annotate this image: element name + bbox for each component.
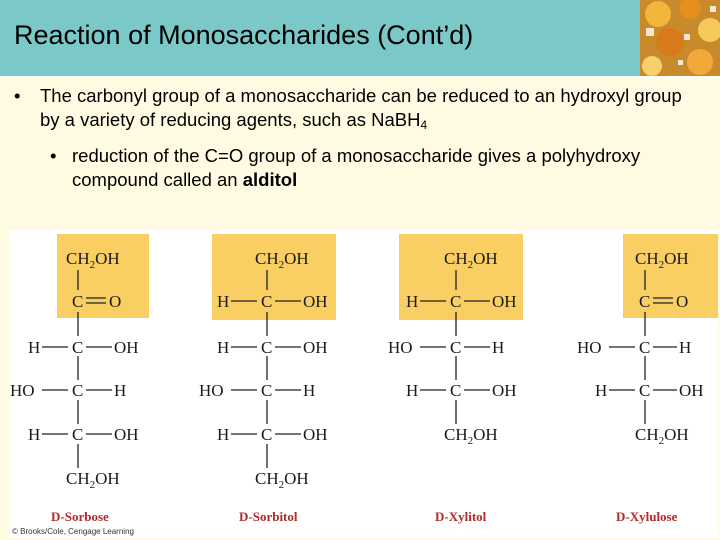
title-divider [0,76,720,78]
bullet-marker: • [14,85,21,106]
group-oh: OH [114,338,139,357]
formula-part: CH [635,425,659,444]
formula-part: CH [635,249,659,268]
bullet-text-main: The carbonyl group of a monosaccharide can be reduced to an hydroxyl group by a variety of reducing agents, such as NaBH [40,85,682,130]
alditol-term: alditol [242,169,298,190]
atom-c: C [72,425,84,444]
formula-part: 2 [89,259,96,271]
formula-part: CH [255,469,279,488]
atom-c: C [261,425,273,444]
formula-part: OH [95,249,120,268]
formula-part: OH [664,425,689,444]
group-ch2oh-bottom [635,425,689,447]
formula-part: OH [95,469,120,488]
atom-h: H [217,292,230,311]
atom-c: C [450,338,462,357]
group-ch2oh-bottom [66,469,120,491]
group-ho: HO [388,338,413,357]
atom-c: C [450,381,462,400]
formula-part: 2 [278,479,285,491]
formula-part: 2 [658,435,665,447]
atom-h: H [492,338,505,357]
bullet-level2 [50,144,690,192]
group-oh: OH [492,381,517,400]
compound-name-sorbose: D-Sorbose [51,509,109,524]
group-ho: HO [577,338,602,357]
atom-h: H [217,425,230,444]
group-ho: HO [10,381,35,400]
atom-c: C [261,338,273,357]
highlight-sorbose [57,234,149,318]
atom-c: C [261,292,273,311]
group-oh: OH [679,381,704,400]
atom-h: H [114,381,127,400]
formula-part: CH [255,249,279,268]
atom-c: C [639,381,651,400]
group-ch2oh-bottom [255,469,309,491]
atom-o: O [676,292,689,311]
compound-name-xylulose: D-Xylulose [616,509,678,524]
formula-part: OH [664,249,689,268]
formula-part: 2 [467,435,474,447]
atom-h: H [217,338,230,357]
formula-part: CH [444,249,468,268]
group-ho: HO [199,381,224,400]
atom-c: C [261,381,273,400]
formula-part: CH [66,469,90,488]
sub-bullet-marker: • [50,145,57,166]
formula-part: OH [284,249,309,268]
formula-part: CH [444,425,468,444]
group-oh: OH [303,425,328,444]
atom-c: C [639,292,651,311]
group-oh: OH [303,292,328,311]
atom-h: H [303,381,316,400]
sub-bullet-text [50,144,690,192]
formula-part: 2 [278,259,285,271]
atom-o: O [109,292,122,311]
atom-c: C [72,381,84,400]
atom-h: H [406,381,419,400]
bullet-subscript: 4 [420,118,428,132]
slide-title: Reaction of Monosaccharides (Cont’d) [14,20,474,50]
compound-name-sorbitol: D-Sorbitol [239,509,298,524]
structures-svg [10,230,718,538]
formula-part: 2 [467,259,474,271]
reduction-structures-figure [10,230,718,538]
atom-h: H [679,338,692,357]
atom-c: C [72,338,84,357]
sub-bullet-text-main: reduction of the C=O group of a monosaccharide gives a polyhydroxy compound called an [72,145,641,190]
compound-name-xylitol: D-Xylitol [435,509,487,524]
bullet-level1 [14,84,694,137]
highlight-xylulose [623,234,718,318]
formula-part: 2 [658,259,665,271]
group-ch2oh-bottom [444,425,498,447]
group-oh: OH [114,425,139,444]
formula-part: CH [66,249,90,268]
atom-h: H [595,381,608,400]
copyright-notice: © Brooks/Cole, Cengage Learning [12,527,134,536]
decorative-image [640,0,720,76]
group-oh: OH [492,292,517,311]
atom-c: C [639,338,651,357]
formula-part: OH [473,249,498,268]
formula-part: OH [473,425,498,444]
atom-h: H [28,425,41,444]
atom-h: H [406,292,419,311]
bullet-text [14,84,694,137]
group-oh: OH [303,338,328,357]
title-bar [0,0,720,76]
formula-part: OH [284,469,309,488]
atom-c: C [450,292,462,311]
formula-part: 2 [89,479,96,491]
atom-c: C [72,292,84,311]
atom-h: H [28,338,41,357]
